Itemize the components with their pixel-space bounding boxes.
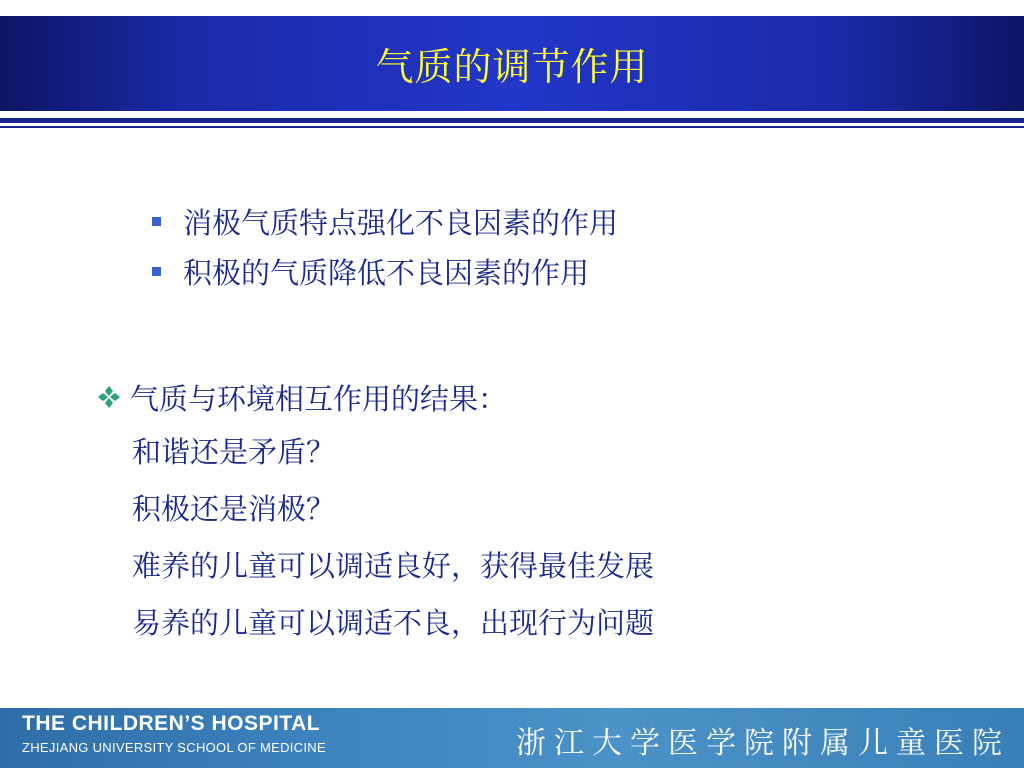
section-heading-row <box>96 372 654 422</box>
four-diamond-bullet-icon <box>96 384 122 410</box>
section-line: 易养的儿童可以调适不良，出现行为问题 <box>132 606 655 640</box>
hospital-name-en: THE CHILDREN’S HOSPITAL <box>22 712 321 735</box>
footer-banner <box>0 708 1024 768</box>
title-divider-thin <box>0 126 1024 128</box>
title-bar <box>0 16 1024 111</box>
section-line: 积极还是消极？ <box>132 492 336 526</box>
bullet-item <box>148 196 618 246</box>
section-line: 难养的儿童可以调适良好，获得最佳发展 <box>132 549 655 583</box>
interaction-section <box>96 372 654 650</box>
bullet-item <box>148 246 618 296</box>
title-divider-thick <box>0 118 1024 123</box>
square-bullet-icon <box>152 217 161 226</box>
section-heading: 气质与环境相互作用的结果： <box>130 381 508 416</box>
bullet-text: 消极气质特点强化不良因素的作用 <box>183 205 619 240</box>
square-bullet-icon <box>152 267 161 276</box>
school-name-en: ZHEJIANG UNIVERSITY SCHOOL OF MEDICINE <box>22 740 326 755</box>
bullet-text: 积极的气质降低不良因素的作用 <box>183 255 590 290</box>
bullet-list <box>148 196 618 296</box>
hospital-name-cn: 浙江大学医学院附属儿童医院 <box>516 726 1010 761</box>
slide-title: 气质的调节作用 <box>375 45 649 89</box>
section-line: 和谐还是矛盾？ <box>132 435 336 469</box>
